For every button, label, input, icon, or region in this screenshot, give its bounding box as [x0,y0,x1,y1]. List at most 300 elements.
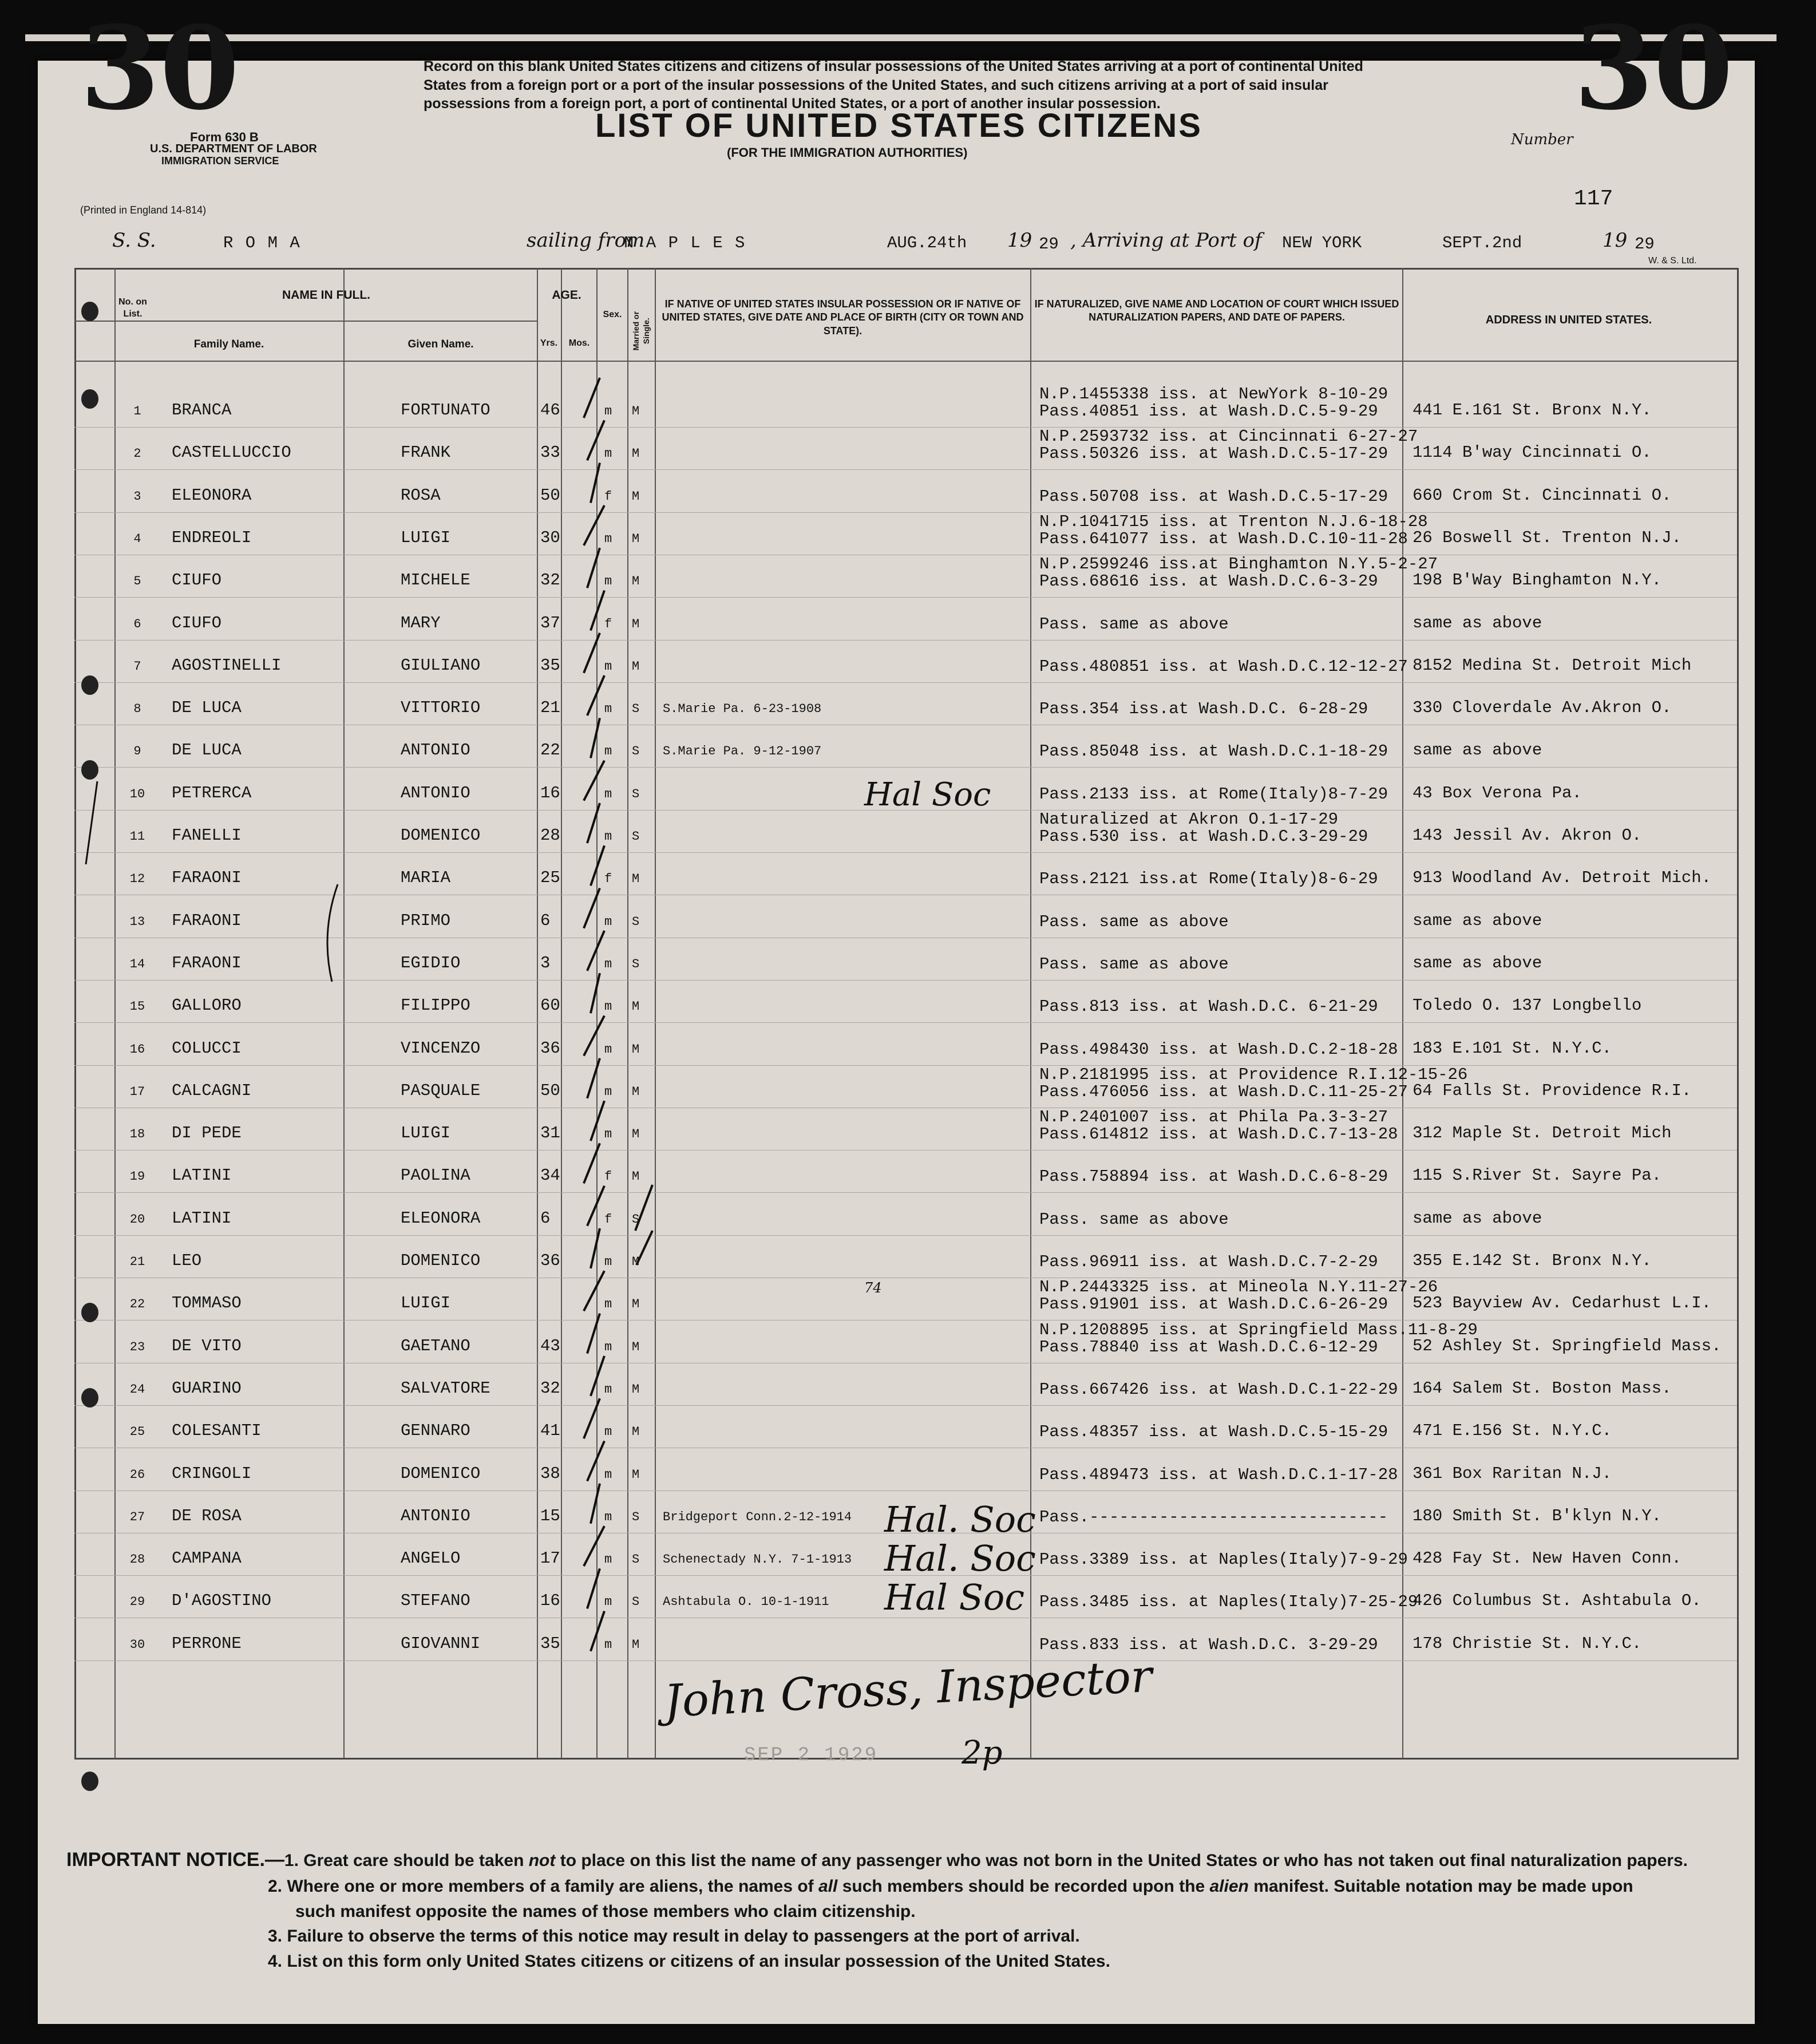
cell-no: 16 [129,1042,145,1057]
tally-mark [584,1526,604,1566]
cell-sex: f [604,872,612,887]
cell-no: 30 [129,1637,145,1652]
arrival-date: SEPT.2nd [1442,234,1522,252]
cell-addr: 660 Crom St. Cincinnati O. [1413,485,1672,505]
tally-mark [584,1398,600,1438]
cell-no: 8 [133,702,141,717]
cell-naturalization-2: Pass. same as above [1039,912,1229,931]
cell-family: LATINI [172,1208,232,1228]
number-label: Number [1511,131,1573,148]
tally-mark [587,803,600,843]
cell-sex: m [604,1509,612,1524]
tally-mark [584,1016,604,1056]
cell-family: CAMPANA [172,1549,242,1568]
cell-ms: S [632,702,640,717]
col-divider [1402,268,1403,1758]
cell-ms: S [632,1212,640,1227]
cell-age: 28 [540,826,560,845]
sail-date: AUG.24th [887,234,967,252]
cell-age: 32 [540,1378,560,1398]
cell-sex: m [604,1637,612,1652]
cell-no: 4 [133,531,141,546]
handwritten-note: Hal. Soc [884,1499,1036,1540]
row-rule [74,597,1737,598]
cell-no: 9 [133,744,141,759]
tally-marks [572,372,664,1706]
cell-no: 29 [129,1595,145,1610]
row-rule [74,1235,1737,1236]
cell-age: 36 [540,1038,560,1058]
cell-given: GIOVANNI [401,1634,481,1653]
cell-given: LUIGI [401,528,451,547]
cell-age: 35 [540,655,560,675]
cell-ms: S [632,956,640,971]
cell-age: 60 [540,996,560,1015]
cell-family: DE LUCA [172,698,242,718]
tally-mark [635,1185,652,1265]
cell-ms: S [632,1552,640,1567]
cell-no: 12 [129,872,145,887]
cell-naturalization-2: Pass.530 iss. at Wash.D.C.3-29-29 [1039,827,1368,846]
inspector-signature: John Cross, Inspector [663,1650,1154,1728]
cell-family: DE LUCA [172,741,242,760]
handwritten-note: Hal Soc [864,776,991,813]
cell-family: GALLORO [172,996,242,1015]
cell-family: TOMMASO [172,1294,242,1313]
cell-naturalization-1: Naturalized at Akron O.1-17-29 [1039,810,1339,829]
cell-sex: m [604,1255,612,1269]
cell-ms: M [632,446,640,461]
cell-sex: m [604,999,612,1014]
cell-age: 22 [540,741,560,760]
cell-ms: S [632,786,640,801]
header-given: Given Name. [407,338,474,350]
cell-naturalization-2: Pass.2121 iss.at Rome(Italy)8-6-29 [1039,869,1378,889]
cell-addr: 523 Bayview Av. Cedarhust L.I. [1413,1294,1712,1313]
cell-no: 11 [129,829,145,844]
cell-no: 19 [129,1169,145,1184]
cell-no: 21 [129,1255,145,1269]
ss-label: S. S. [112,229,156,252]
punch-hole [81,760,98,780]
cell-no: 13 [129,914,145,929]
ship-name: R O M A [223,234,301,252]
cell-given: ANTONIO [401,1506,470,1525]
cell-sex: f [604,489,612,504]
punch-hole [81,1388,98,1408]
notice-1a: 1. Great care should be taken [284,1851,529,1870]
row-rule [74,1660,1737,1661]
cell-naturalization-2: Pass.3485 iss. at Naples(Italy)7-25-29 [1039,1592,1418,1612]
page-title: LIST OF UNITED STATES CITIZENS [595,107,1202,144]
year-1-prefix: 19 [1007,229,1032,252]
cell-given: PASQUALE [401,1081,481,1100]
cell-sex: m [604,1339,612,1354]
cell-no: 10 [129,786,145,801]
cell-naturalization-2: Pass.40851 iss. at Wash.D.C.5-9-29 [1039,402,1378,421]
col-divider [537,268,538,1758]
header-note: Record on this blank United States citizens and citizens of insular possessions of the United States arriving at a port of continental United States from a foreign port or a port of the insular possessions of the United States, and such citizens arriving at a port of said insular possessions from a foreign port, a port of continental United States, or a port of another insular possession. [424,58,1363,112]
tally-mark [587,1314,600,1354]
cell-addr: Toledo O. 137 Longbello [1413,996,1642,1015]
cell-addr: 441 E.161 St. Bronx N.Y. [1413,401,1652,420]
notice-3: 3. Failure to observe the terms of this notice may result in delay to passengers at the port of arrival. [268,1927,1080,1946]
cell-no: 7 [133,659,141,674]
punch-hole [81,1772,98,1791]
cell-sex: m [604,446,612,461]
cell-naturalization-2: Pass.667426 iss. at Wash.D.C.1-22-29 [1039,1379,1398,1399]
inspector-initials: 2p [962,1734,1003,1772]
cell-addr: 143 Jessil Av. Akron O. [1413,826,1642,845]
service: IMMIGRATION SERVICE [161,155,279,167]
cell-birth: S.Marie Pa. 9-12-1907 [663,744,822,759]
punch-hole [81,302,98,321]
cell-age: 25 [540,868,560,888]
cell-sex: m [604,956,612,971]
cell-addr: 426 Columbus St. Ashtabula O. [1413,1591,1702,1611]
cell-birth: Schenectady N.Y. 7-1-1913 [663,1552,852,1567]
printer-mark: W. & S. Ltd. [1648,256,1697,266]
page-number-right: 30 [1574,1,1734,136]
cell-naturalization-2: Pass.833 iss. at Wash.D.C. 3-29-29 [1039,1635,1378,1654]
cell-naturalization-1: N.P.2593732 iss. at Cincinnati 6-27-27 [1039,427,1418,446]
cell-naturalization-2: Pass.813 iss. at Wash.D.C. 6-21-29 [1039,997,1378,1017]
cell-naturalization-2: Pass.96911 iss. at Wash.D.C.7-2-29 [1039,1252,1378,1271]
header-birth: IF NATIVE OF UNITED STATES INSULAR POSSESSION OR IF NATIVE OF UNITED STATES, GIVE DATE AND PLACE OF BIRTH (CITY OR TOWN AND STATE). [662,298,1024,337]
cell-addr: same as above [1413,953,1542,972]
row-rule [74,427,1737,428]
cell-sex: f [604,1169,612,1184]
cell-naturalization-2: Pass.------------------------------ [1039,1507,1388,1527]
tally-mark [591,973,600,1013]
cell-sex: m [604,1467,612,1482]
cell-ms: M [632,1467,640,1482]
cell-addr: 115 S.River St. Sayre Pa. [1413,1166,1662,1185]
notice-2-emphasis-2: alien [1209,1877,1249,1896]
notice-2d: such manifest opposite the names of those members who claim citizenship. [295,1901,916,1921]
cell-sex: m [604,1084,612,1099]
notice-1b: to place on this list the name of any passenger who was not born in the United States or who has not taken out final naturalization papers. [555,1851,1688,1870]
cell-birth: S.Marie Pa. 6-23-1908 [663,702,822,717]
cell-age: 35 [540,1634,560,1653]
cell-given: MICHELE [401,571,470,590]
page-subtitle: (FOR THE IMMIGRATION AUTHORITIES) [727,145,968,160]
row-rule [74,1022,1737,1023]
cell-no: 5 [133,574,141,589]
cell-ms: S [632,744,640,759]
cell-addr: 361 Box Raritan N.J. [1413,1464,1612,1483]
cell-age: 38 [540,1464,560,1483]
cell-addr: 64 Falls St. Providence R.I. [1413,1081,1692,1100]
notice-2c: manifest. Suitable notation may be made upon [1248,1877,1633,1896]
cell-family: DE VITO [172,1336,242,1355]
cell-age: 41 [540,1421,560,1441]
cell-ms: M [632,1425,640,1440]
cell-age: 6 [540,1208,551,1228]
cell-family: GUARINO [172,1378,242,1398]
cell-age: 16 [540,783,560,802]
tally-mark [587,548,600,588]
cell-ms: M [632,1169,640,1184]
handwritten-note: Hal. Soc [884,1537,1036,1579]
cell-given: MARIA [401,868,451,888]
tally-mark [591,1356,604,1396]
handwritten-mark: 74 [864,1280,882,1296]
cell-sex: m [604,829,612,844]
form-number: Form 630 B [190,130,259,144]
cell-no: 3 [133,489,141,504]
cell-sex: f [604,616,612,631]
header-mos: Mos. [568,338,590,348]
cell-naturalization-2: Pass.78840 iss at Wash.D.C.6-12-29 [1039,1337,1378,1357]
cell-sex: m [604,744,612,759]
tally-mark [591,591,604,631]
cell-given: STEFANO [401,1591,470,1611]
year-2-prefix: 19 [1603,229,1628,252]
cell-naturalization-2: Pass.48357 iss. at Wash.D.C.5-15-29 [1039,1422,1388,1442]
header-address: ADDRESS IN UNITED STATES. [1485,314,1652,326]
important-notice [66,1846,1726,1974]
cell-age: 6 [540,911,551,930]
cell-given: ANTONIO [401,783,470,802]
header-name: NAME IN FULL. [282,288,370,302]
cell-ms: M [632,531,640,546]
cell-ms: S [632,914,640,929]
cell-naturalization-2: Pass. same as above [1039,1209,1229,1229]
margin-mark [80,778,103,870]
cell-age: 3 [540,953,551,972]
tally-mark [584,1143,600,1183]
tally-mark [587,1441,604,1481]
cell-given: VINCENZO [401,1038,481,1058]
notice-4: 4. List on this form only United States citizens or citizens of an insular possession of the United States. [268,1951,1110,1971]
tally-mark [587,675,604,715]
cell-addr: 52 Ashley St. Springfield Mass. [1413,1336,1722,1355]
cell-family: PETRERCA [172,783,252,802]
cell-ms: M [632,404,640,418]
cell-family: CASTELLUCCIO [172,443,291,462]
cell-naturalization-2: Pass.3389 iss. at Naples(Italy)7-9-29 [1039,1550,1408,1569]
cell-sex: m [604,914,612,929]
cell-addr: same as above [1413,911,1542,930]
cell-sex: m [604,702,612,717]
header-naturalized: IF NATURALIZED, GIVE NAME AND LOCATION OF COURT WHICH ISSUED NATURALIZATION PAPERS, AND DATE OF PAPERS. [1034,298,1399,323]
cell-family: ENDREOLI [172,528,252,547]
cell-addr: 164 Salem St. Boston Mass. [1413,1378,1672,1398]
cell-given: VITTORIO [401,698,481,718]
cell-sex: m [604,404,612,418]
notice-2a: 2. Where one or more members of a family are aliens, the names of [268,1877,818,1896]
cell-age: 16 [540,1591,560,1611]
cell-sex: m [604,574,612,589]
year-1-suffix: 29 [1039,235,1059,254]
cell-no: 25 [129,1425,145,1440]
cell-ms: M [632,1255,640,1269]
row-rule [74,469,1737,470]
tally-mark [584,888,600,928]
row-rule [74,767,1737,768]
row-rule [74,1192,1737,1193]
cell-ms: M [632,872,640,887]
cell-no: 18 [129,1127,145,1142]
cell-addr: 43 Box Verona Pa. [1413,783,1582,802]
cell-family: CIUFO [172,571,222,590]
cell-age: 31 [540,1124,560,1143]
date-stamp: SEP 2 1929 [744,1745,879,1766]
cell-ms: M [632,1042,640,1057]
cell-family: CRINGOLI [172,1464,252,1483]
cell-sex: m [604,786,612,801]
cell-no: 28 [129,1552,145,1567]
page-number-left: 30 [80,1,240,136]
header-no: No. on List. [118,297,147,319]
cell-age: 32 [540,571,560,590]
notice-1-emphasis: not [528,1851,556,1870]
cell-family: ELEONORA [172,485,252,505]
tally-mark [591,1101,604,1141]
cell-given: GENNARO [401,1421,470,1441]
cell-given: DOMENICO [401,826,481,845]
cell-no: 26 [129,1467,145,1482]
cell-sex: m [604,1552,612,1567]
header-family: Family Name. [193,338,264,350]
row-rule [74,1150,1737,1151]
cell-addr: 471 E.156 St. N.Y.C. [1413,1421,1612,1441]
paper-edge [25,34,1777,41]
cell-family: AGOSTINELLI [172,655,282,675]
cell-given: SALVATORE [401,1378,490,1398]
cell-sex: m [604,1297,612,1312]
year-2-suffix: 29 [1635,235,1655,254]
cell-ms: M [632,1127,640,1142]
cell-addr: 198 B'Way Binghamton N.Y. [1413,571,1662,590]
cell-addr: 1114 B'way Cincinnati O. [1413,443,1652,462]
cell-family: COLUCCI [172,1038,242,1058]
cell-addr: 428 Fay St. New Haven Conn. [1413,1549,1682,1568]
header-divider [74,361,1737,362]
bracket-mark [321,881,343,985]
header-age: AGE. [552,288,581,302]
cell-ms: M [632,1084,640,1099]
cell-age: 15 [540,1506,560,1525]
tally-mark [584,378,600,418]
cell-naturalization-2: Pass. same as above [1039,614,1229,634]
tally-mark [587,1058,600,1098]
row-rule [74,852,1737,853]
cell-family: LATINI [172,1166,232,1185]
cell-naturalization-2: Pass.641077 iss. at Wash.D.C.10-11-28 [1039,529,1408,548]
cell-age: 34 [540,1166,560,1185]
cell-sex: m [604,1042,612,1057]
cell-sex: m [604,531,612,546]
cell-given: ELEONORA [401,1208,481,1228]
cell-naturalization-1: N.P.2599246 iss.at Binghamton N.Y.5-2-27 [1039,555,1438,574]
cell-naturalization-2: Pass.50326 iss. at Wash.D.C.5-17-29 [1039,444,1388,464]
cell-given: DOMENICO [401,1464,481,1483]
cell-family: CALCAGNI [172,1081,252,1100]
cell-ms: M [632,1297,640,1312]
cell-no: 20 [129,1212,145,1227]
cell-given: LUIGI [401,1294,451,1313]
punch-hole [81,389,98,409]
tally-mark [584,761,604,801]
cell-no: 22 [129,1297,145,1312]
cell-naturalization-2: Pass.614812 iss. at Wash.D.C.7-13-28 [1039,1125,1398,1144]
cell-ms: M [632,1339,640,1354]
cell-sex: m [604,1425,612,1440]
col-divider [114,268,116,1758]
cell-family: BRANCA [172,401,232,420]
arriving-label: , Arriving at Port of [1070,229,1262,252]
cell-given: ANGELO [401,1549,461,1568]
cell-sex: m [604,659,612,674]
cell-sex: f [604,1212,612,1227]
cell-given: EGIDIO [401,953,461,972]
cell-family: CIUFO [172,613,222,632]
cell-ms: M [632,574,640,589]
cell-ms: M [632,489,640,504]
cell-given: MARY [401,613,441,632]
handwritten-note: Hal Soc [884,1576,1025,1618]
cell-age: 43 [540,1336,560,1355]
punch-hole [81,675,98,695]
cell-addr: 26 Boswell St. Trenton N.J. [1413,528,1682,547]
cell-age: 37 [540,613,560,632]
cell-ms: S [632,829,640,844]
cell-family: DI PEDE [172,1124,242,1143]
cell-naturalization-2: Pass.498430 iss. at Wash.D.C.2-18-28 [1039,1039,1398,1059]
cell-ms: S [632,1595,640,1610]
cell-no: 15 [129,999,145,1014]
tally-mark [584,1271,604,1311]
cell-no: 6 [133,616,141,631]
from-port: N A P L E S [624,234,746,252]
cell-naturalization-2: Pass.480851 iss. at Wash.D.C.12-12-27 [1039,657,1408,676]
cell-birth: Bridgeport Conn.2-12-1914 [663,1509,852,1524]
cell-given: FRANK [401,443,451,462]
cell-naturalization-2: Pass.354 iss.at Wash.D.C. 6-28-29 [1039,699,1368,719]
header-married: Married or Single. [631,311,651,351]
cell-no: 27 [129,1509,145,1524]
row-rule [74,682,1737,683]
cell-addr: 913 Woodland Av. Detroit Mich. [1413,868,1712,888]
cell-no: 2 [133,446,141,461]
row-rule [74,1405,1737,1406]
header-sex: Sex. [603,310,622,319]
cell-naturalization-2: Pass.91901 iss. at Wash.D.C.6-26-29 [1039,1295,1388,1314]
cell-naturalization-2: Pass.50708 iss. at Wash.D.C.5-17-29 [1039,487,1388,506]
cell-age: 46 [540,401,560,420]
notice-2b: such members should be recorded upon the [837,1877,1210,1896]
cell-given: PAOLINA [401,1166,470,1185]
tally-mark [591,845,604,885]
cell-family: DE ROSA [172,1506,242,1525]
cell-ms: M [632,1382,640,1397]
printed-note: (Printed in England 14-814) [80,204,207,216]
tally-mark [587,931,604,971]
col-divider [343,268,345,1758]
cell-ms: M [632,999,640,1014]
cell-age: 17 [540,1549,560,1568]
cell-given: ANTONIO [401,741,470,760]
cell-no: 1 [133,404,141,418]
cell-given: ROSA [401,485,441,505]
cell-addr: 330 Cloverdale Av.Akron O. [1413,698,1672,718]
department: U.S. DEPARTMENT OF LABOR [150,143,317,155]
row-rule [74,1065,1737,1066]
cell-addr: same as above [1413,613,1542,632]
cell-family: FANELLI [172,826,242,845]
